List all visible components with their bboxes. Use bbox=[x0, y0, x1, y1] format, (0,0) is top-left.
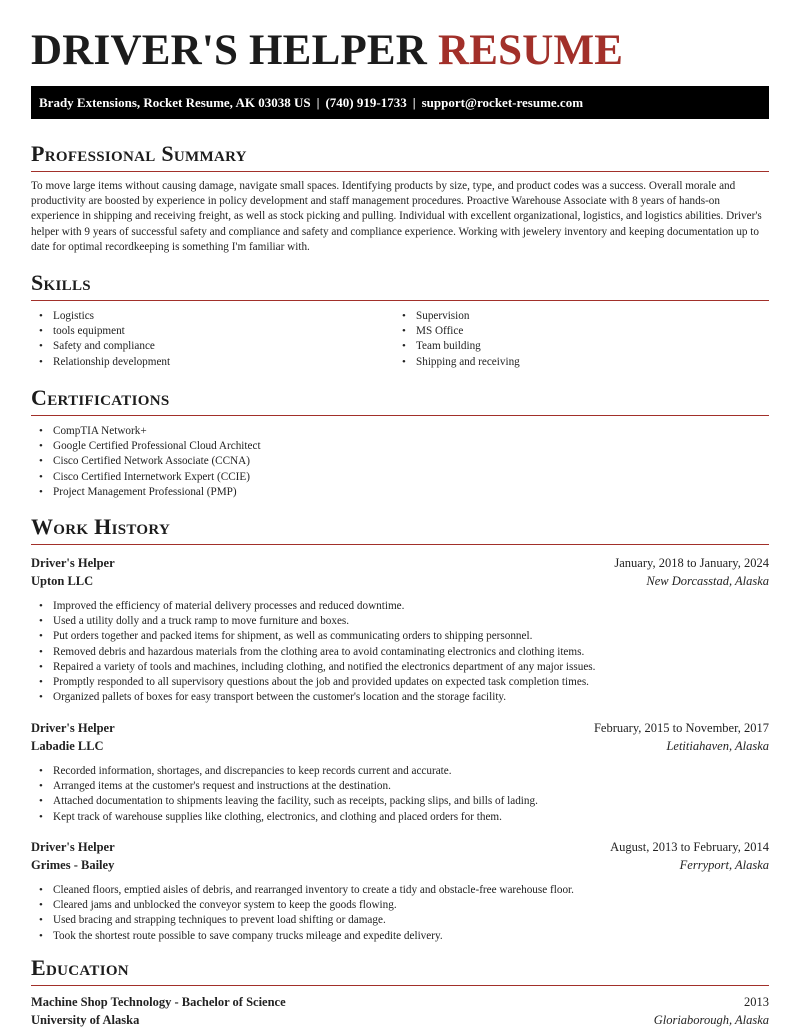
job-entry bbox=[31, 554, 769, 705]
education-degree: Machine Shop Technology - Bachelor of Science bbox=[31, 995, 286, 1009]
certification-item: • Project Management Professional (PMP) bbox=[31, 485, 769, 500]
skill-item: • Supervision bbox=[394, 309, 757, 324]
job-dates: January, 2018 to January, 2024 bbox=[614, 556, 769, 570]
skills-heading: Skills bbox=[31, 270, 91, 295]
job-bullet: • Used bracing and strapping techniques to prevent load shifting or damage. bbox=[31, 913, 769, 928]
summary-heading: Professional Summary bbox=[31, 141, 247, 166]
contact-phone[interactable]: (740) 919-1733 bbox=[325, 95, 407, 110]
skills-list-right bbox=[394, 309, 757, 370]
title-main: DRIVER'S HELPER bbox=[31, 27, 428, 74]
job-bullet: • Used a utility dolly and a truck ramp to move furniture and boxes. bbox=[31, 614, 769, 629]
job-bullet: • Attached documentation to shipments leaving the facility, such as receipts, packing slips, and bills of lading. bbox=[31, 794, 769, 809]
skills-grid bbox=[31, 309, 769, 370]
section-divider bbox=[31, 415, 769, 416]
job-title: Driver's Helper bbox=[31, 721, 115, 735]
skill-item: • Shipping and receiving bbox=[394, 355, 757, 370]
certification-item: • Cisco Certified Internetwork Expert (CCIE) bbox=[31, 470, 769, 485]
certification-item: • Google Certified Professional Cloud Architect bbox=[31, 439, 769, 454]
job-dates: February, 2015 to November, 2017 bbox=[593, 721, 769, 735]
section-divider bbox=[31, 171, 769, 172]
job-bullet: • Promptly responded to all supervisory questions about the job and provided updates on expected task completion times. bbox=[31, 675, 769, 690]
certifications-heading: Certifications bbox=[31, 385, 170, 410]
job-entry bbox=[31, 838, 769, 944]
skills-section bbox=[31, 270, 769, 370]
certifications-list bbox=[31, 424, 769, 500]
certification-item: • CompTIA Network+ bbox=[31, 424, 769, 439]
certifications-section bbox=[31, 385, 769, 500]
job-entry bbox=[31, 719, 769, 825]
education-heading: Education bbox=[31, 955, 129, 980]
summary-text: To move large items without causing damage, navigate small spaces. Identifying products by size, type, and product codes was a success. Overall morale and productivity are boosted by experience in policy development and staff management procedures. Proactive Warehouse Associate with 8 years of hands-on experience in shipping and receiving freight, as well as stock picking and pulling. Individual with excellent organizational, logistics, and logistics abilities. Driver's helper with 9 years of successful safety and compliance and safety and compliance experience. Working with jewelery inventory and keeping documentation up to date for optimal recordkeeping is something I'm familiar with. bbox=[31, 180, 762, 253]
job-location: New Dorcasstad, Alaska bbox=[646, 574, 769, 588]
work-history-section bbox=[31, 514, 769, 545]
job-bullets bbox=[31, 599, 769, 705]
title-accent: RESUME bbox=[438, 27, 624, 74]
job-location: Letitiahaven, Alaska bbox=[666, 739, 769, 753]
job-bullet: • Put orders together and packed items for shipment, as well as communicating orders to shipping personnel. bbox=[31, 629, 769, 644]
skill-item: • Logistics bbox=[31, 309, 394, 324]
summary-section bbox=[31, 141, 769, 255]
job-bullets bbox=[31, 883, 769, 944]
education-section bbox=[31, 955, 769, 1029]
skill-item: • Safety and compliance bbox=[31, 339, 394, 354]
work-history-heading: Work History bbox=[31, 514, 171, 539]
education-entry bbox=[31, 993, 769, 1029]
contact-address: Brady Extensions, Rocket Resume, AK 03038 US bbox=[39, 95, 311, 110]
job-bullet: • Organized pallets of boxes for easy transport between the customer's location and the storage facility. bbox=[31, 690, 769, 705]
education-location: Gloriaborough, Alaska bbox=[653, 1013, 769, 1027]
job-bullet: • Took the shortest route possible to save company trucks mileage and expedite delivery. bbox=[31, 929, 769, 944]
job-title: Driver's Helper bbox=[31, 840, 115, 854]
job-company: Labadie LLC bbox=[31, 739, 104, 753]
job-title: Driver's Helper bbox=[31, 556, 115, 570]
job-bullet: • Cleaned floors, emptied aisles of debris, and rearranged inventory to create a tidy and obstacle-free warehouse floor. bbox=[31, 883, 769, 898]
section-divider bbox=[31, 300, 769, 301]
resume-title bbox=[31, 0, 769, 86]
job-company: Grimes - Bailey bbox=[31, 858, 115, 872]
job-bullets bbox=[31, 764, 769, 825]
job-bullet: • Cleared jams and unblocked the conveyor system to keep the goods flowing. bbox=[31, 898, 769, 913]
skill-item: • Relationship development bbox=[31, 355, 394, 370]
contact-bar bbox=[31, 86, 769, 119]
job-bullet: • Recorded information, shortages, and discrepancies to keep records current and accurate. bbox=[31, 764, 769, 779]
job-bullet: • Kept track of warehouse supplies like clothing, electronics, and clothing and placed orders for them. bbox=[31, 810, 769, 825]
contact-separator: | bbox=[316, 95, 320, 110]
contact-email[interactable]: support@rocket-resume.com bbox=[421, 95, 584, 110]
section-divider bbox=[31, 985, 769, 986]
certification-item: • Cisco Certified Network Associate (CCNA) bbox=[31, 454, 769, 469]
skill-item: • tools equipment bbox=[31, 324, 394, 339]
job-bullet: • Arranged items at the customer's request and instructions at the destination. bbox=[31, 779, 769, 794]
section-divider bbox=[31, 544, 769, 545]
skills-list-left bbox=[31, 309, 394, 370]
job-bullet: • Repaired a variety of tools and machines, including clothing, and notified the electronics department of any major issues. bbox=[31, 660, 769, 675]
education-school: University of Alaska bbox=[31, 1013, 140, 1027]
job-dates: August, 2013 to February, 2014 bbox=[610, 840, 769, 854]
job-bullet: • Improved the efficiency of material delivery processes and reduced downtime. bbox=[31, 599, 769, 614]
job-bullet: • Removed debris and hazardous materials from the clothing area to avoid contaminating electronics and clothing items. bbox=[31, 645, 769, 660]
skill-item: • Team building bbox=[394, 339, 757, 354]
education-year: 2013 bbox=[744, 995, 769, 1009]
skill-item: • MS Office bbox=[394, 324, 757, 339]
job-location: Ferryport, Alaska bbox=[679, 858, 769, 872]
contact-separator: | bbox=[412, 95, 416, 110]
job-company: Upton LLC bbox=[31, 574, 94, 588]
